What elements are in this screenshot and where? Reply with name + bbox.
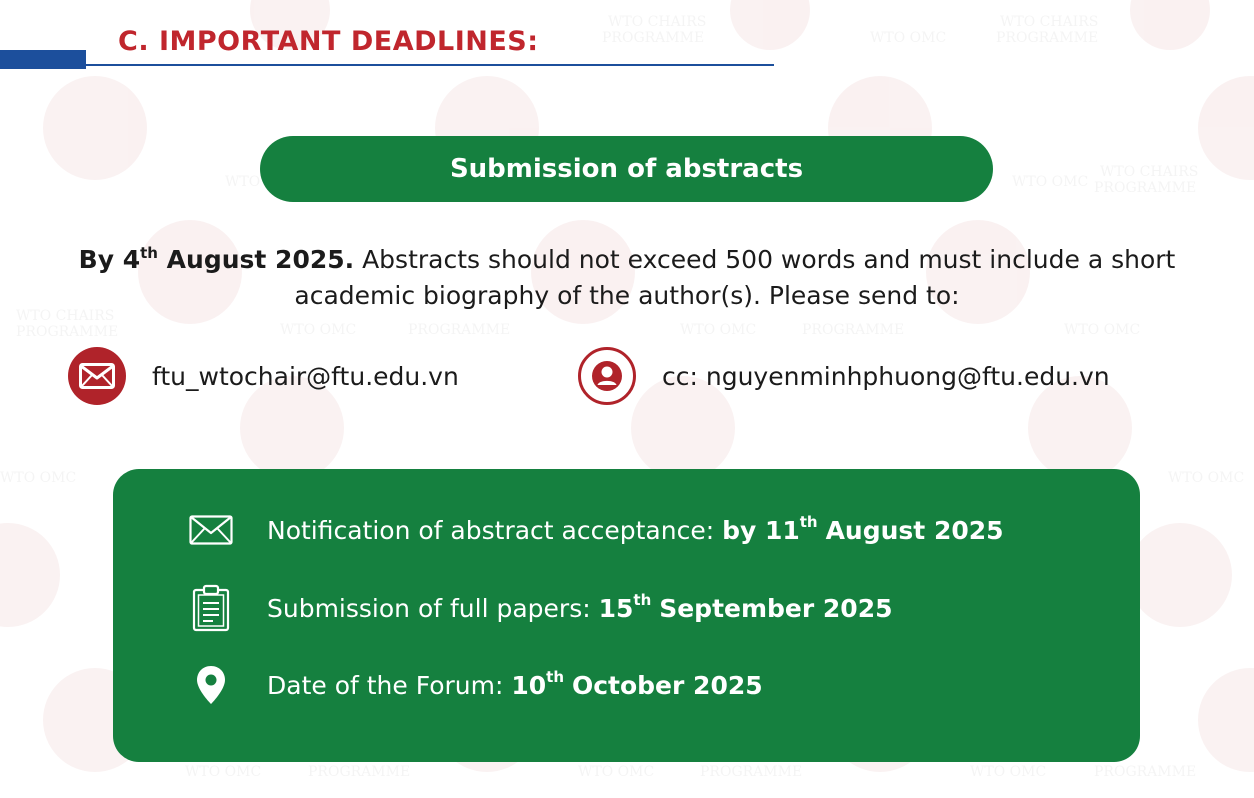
deadline-label: Notification of abstract acceptance: xyxy=(267,515,723,545)
watermark-text: WTO OMC xyxy=(185,764,262,780)
deadline-row xyxy=(187,502,1004,558)
watermark-text: PROGRAMME xyxy=(700,764,803,780)
watermark-text: WTO CHAIRS xyxy=(608,14,707,30)
user-icon xyxy=(578,347,636,405)
location-pin-icon xyxy=(187,657,235,713)
section-header xyxy=(0,24,780,70)
deadline-sup: th xyxy=(799,512,818,531)
watermark-text: WTO OMC xyxy=(870,30,947,46)
watermark-text: PROGRAMME xyxy=(408,322,511,338)
mail-icon xyxy=(68,347,126,405)
deadline-sup: th xyxy=(546,667,565,686)
deadline-row xyxy=(187,657,763,713)
deadline-value-rest: September 2025 xyxy=(659,593,893,623)
deadline-value: 15 xyxy=(598,593,634,623)
watermark-text: WTO OMC xyxy=(970,764,1047,780)
deadline-text xyxy=(267,590,893,623)
deadline-row xyxy=(187,580,893,636)
deadline-text xyxy=(267,667,763,700)
watermark-text: WTO xyxy=(225,174,261,190)
deadline-label: Submission of full papers: xyxy=(267,593,599,623)
watermark-text: PROGRAMME xyxy=(1094,764,1197,780)
watermark-text: PROGRAMME xyxy=(602,30,705,46)
intro-text-line1: Abstracts should not exceed 500 words and must include a short xyxy=(354,245,1176,274)
contact-cc-address[interactable]: cc: nguyenminhphuong@ftu.edu.vn xyxy=(662,361,1110,391)
watermark-text: WTO CHAIRS xyxy=(16,308,115,324)
watermark-text: PROGRAMME xyxy=(16,324,119,340)
header-accent-bar xyxy=(0,50,86,69)
deadlines-box xyxy=(113,469,1140,762)
deadline-label: Date of the Forum: xyxy=(267,670,512,700)
watermark-text: WTO OMC xyxy=(1168,470,1245,486)
clipboard-icon xyxy=(187,580,235,636)
contact-email xyxy=(68,347,459,405)
contact-cc xyxy=(578,347,1110,405)
deadline-sup: th xyxy=(633,590,652,609)
deadline-value-rest: August 2025 xyxy=(825,515,1004,545)
watermark-text: PROGRAMME xyxy=(802,322,905,338)
watermark-text: WTO OMC xyxy=(1012,174,1089,190)
deadline-value-rest: October 2025 xyxy=(571,670,763,700)
watermark-text: WTO CHAIRS xyxy=(1100,164,1199,180)
submission-pill-label: Submission of abstracts xyxy=(449,154,804,184)
intro-text-line2: academic biography of the author(s). Please send to: xyxy=(294,281,960,310)
watermark-text: WTO CHAIRS xyxy=(1000,14,1099,30)
watermark-text: PROGRAMME xyxy=(1094,180,1197,196)
watermark-text: WTO OMC xyxy=(0,470,77,486)
intro-date-prefix: By 4 xyxy=(78,245,141,274)
watermark-text: PROGRAMME xyxy=(996,30,1099,46)
watermark-text: WTO OMC xyxy=(680,322,757,338)
watermark-text: PROGRAMME xyxy=(308,764,411,780)
envelope-icon xyxy=(187,502,235,558)
deadline-text xyxy=(267,512,1004,545)
deadline-value: 10 xyxy=(511,670,547,700)
intro-paragraph xyxy=(20,242,1234,314)
intro-date-sup: th xyxy=(140,244,158,262)
watermark-text: WTO OMC xyxy=(578,764,655,780)
watermark-text: WTO OMC xyxy=(1064,322,1141,338)
header-underline xyxy=(86,64,774,66)
section-title: C. IMPORTANT DEADLINES: xyxy=(118,26,539,57)
intro-date-rest: August 2025. xyxy=(157,245,355,274)
submission-pill xyxy=(260,136,993,202)
contact-email-address[interactable]: ftu_wtochair@ftu.edu.vn xyxy=(152,361,459,391)
watermark-text: WTO OMC xyxy=(280,322,357,338)
deadline-value: by 11 xyxy=(722,515,800,545)
